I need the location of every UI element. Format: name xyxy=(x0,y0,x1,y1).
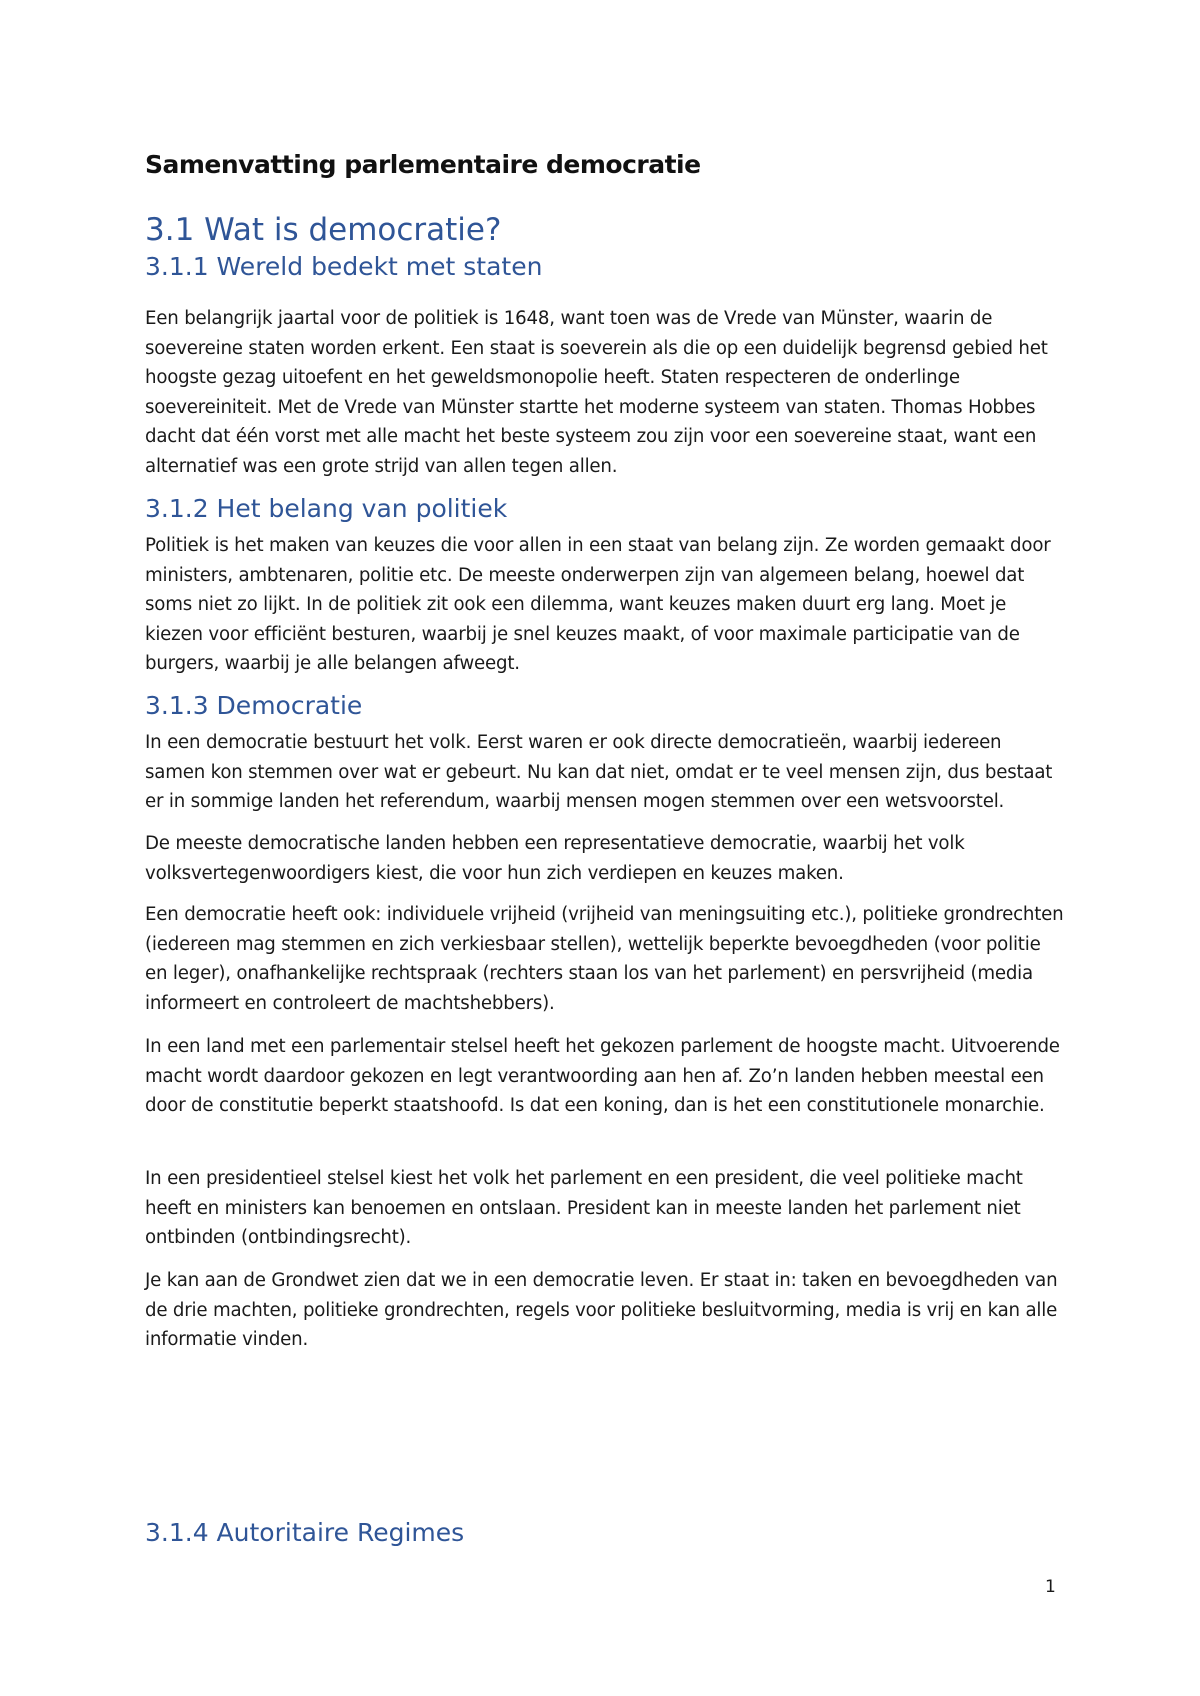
paragraph: In een presidentieel stelsel kiest het volk het parlement en een president, die veel politieke macht heeft en ministers kan benoemen en ontslaan. President kan in meeste landen het parlement niet ontbinden (ontbindingsrecht). xyxy=(145,1168,1023,1248)
document-title: Samenvatting parlementaire democratie xyxy=(145,150,701,179)
subsection-heading-3-1-1: 3.1.1 Wereld bedekt met staten xyxy=(145,252,543,281)
paragraph: Politiek is het maken van keuzes die voor allen in een staat van belang zijn. Ze worden gemaakt door ministers, ambtenaren, politie etc. De meeste onderwerpen zijn van algemeen belang, hoewel dat soms niet zo lijkt. In de politiek zit ook een dilemma, want keuzes maken duurt erg lang. Moet je kiezen voor efficiënt besturen, waarbij je snel keuzes maakt, of voor maximale participatie van de burgers, waarbij je alle belangen afweegt. xyxy=(145,535,1051,674)
paragraph: De meeste democratische landen hebben een representatieve democratie, waarbij het volk volksvertegenwoordigers kiest, die voor hun zich verdiepen en keuzes maken. xyxy=(145,833,965,884)
subsection-heading-3-1-2: 3.1.2 Het belang van politiek xyxy=(145,494,508,523)
subsection-heading-3-1-3: 3.1.3 Democratie xyxy=(145,691,363,720)
paragraph: Je kan aan de Grondwet zien dat we in een democratie leven. Er staat in: taken en bevoegdheden van de drie machten, politieke grondrechten, regels voor politieke besluitvorming, media is vrij en kan alle informatie vinden. xyxy=(145,1270,1058,1350)
subsection-heading-3-1-4: 3.1.4 Autoritaire Regimes xyxy=(145,1518,465,1547)
section-heading: 3.1 Wat is democratie? xyxy=(145,212,502,248)
page-number: 1 xyxy=(1045,1577,1056,1597)
paragraph: Een democratie heeft ook: individuele vrijheid (vrijheid van meningsuiting etc.), politieke grondrechten (iedereen mag stemmen en zich verkiesbaar stellen), wettelijk beperkte bevoegdheden (voor politie en leger), onafhankelijke rechtspraak (rechters staan los van het parlement) en persvrijheid (media informeert en controleert de machtshebbers). xyxy=(145,904,1064,1014)
paragraph: Een belangrijk jaartal voor de politiek is 1648, want toen was de Vrede van Münster, waarin de soevereine staten worden erkent. Een staat is soeverein als die op een duidelijk begrensd gebied het hoogste gezag uitoefent en het geweldsmonopolie heeft. Staten respecteren de onderlinge soevereiniteit. Met de Vrede van Münster startte het moderne systeem van staten. Thomas Hobbes dacht dat één vorst met alle macht het beste systeem zou zijn voor een soevereine staat, want een alternatief was een grote strijd van allen tegen allen. xyxy=(145,308,1048,477)
paragraph: In een democratie bestuurt het volk. Eerst waren er ook directe democratieën, waarbij iedereen samen kon stemmen over wat er gebeurt. Nu kan dat niet, omdat er te veel mensen zijn, dus bestaat er in sommige landen het referendum, waarbij mensen mogen stemmen over een wetsvoorstel. xyxy=(145,732,1053,812)
paragraph: In een land met een parlementair stelsel heeft het gekozen parlement de hoogste macht. Uitvoerende macht wordt daardoor gekozen en legt verantwoording aan hen af. Zo’n landen hebben meestal een door de constitutie beperkt staatshoofd. Is dat een koning, dan is het een constitutionele monarchie. xyxy=(145,1036,1060,1116)
